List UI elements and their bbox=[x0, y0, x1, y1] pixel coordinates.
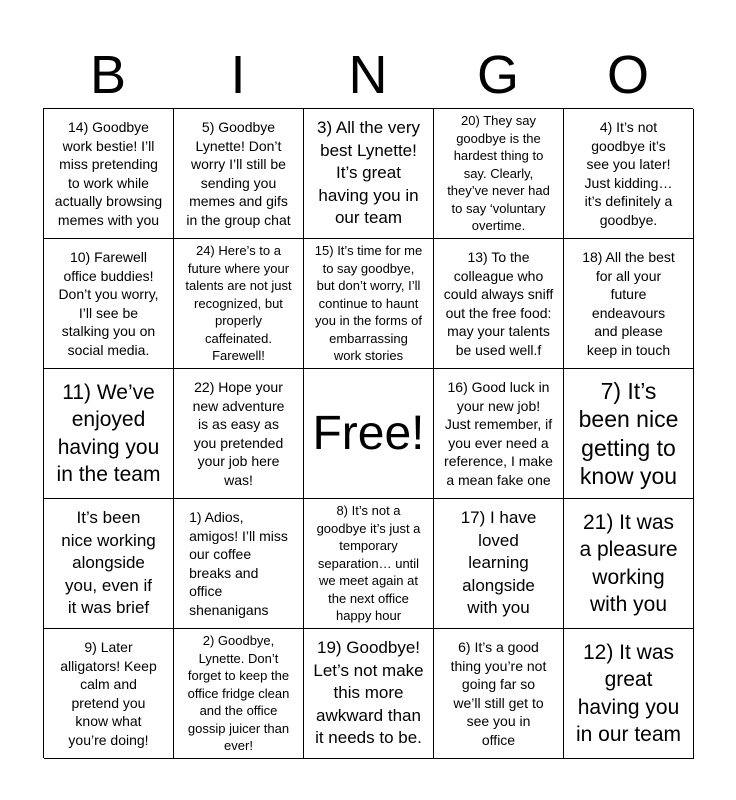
header-letter-i: I bbox=[230, 45, 246, 105]
bingo-cell-r2c5[interactable] bbox=[564, 239, 694, 369]
cell-text: 21) It was a pleasure working with you bbox=[579, 510, 678, 616]
bingo-cell-r1c5[interactable] bbox=[564, 109, 694, 239]
cell-text: 16) Good luck in your new job! Just remember, if you ever need a reference, I make a mean fake one bbox=[444, 379, 553, 488]
header-letter-b: B bbox=[89, 45, 127, 105]
cell-text: 12) It was great having you in our team bbox=[575, 640, 682, 746]
cell-text: 6) It’s a good thing you’re not going far so we’ll still get to see you in office bbox=[450, 639, 547, 748]
cell-text: 10) Farewell office buddies! Don’t you worry, I’ll see be stalking you on social media. bbox=[58, 249, 159, 358]
cell-text: 18) All the best for all your future endeavours and please keep in touch bbox=[582, 249, 675, 358]
cell-text: 13) To the colleague who could always sniff out the free food: may your talents be used well.f bbox=[443, 249, 554, 358]
bingo-grid bbox=[43, 108, 693, 758]
bingo-cell-r5c1[interactable] bbox=[44, 629, 174, 759]
cell-text: 11) We’ve enjoyed having you in the team bbox=[56, 380, 161, 486]
cell-text: It’s been nice working alongside you, even if it was brief bbox=[61, 508, 156, 618]
cell-text: 1) Adios, amigos! I’ll miss our coffee breaks and office shenanigans bbox=[189, 509, 288, 618]
bingo-header bbox=[43, 42, 693, 108]
cell-text: 9) Later alligators! Keep calm and pretend you know what you’re doing! bbox=[60, 639, 157, 748]
bingo-cell-r5c2[interactable] bbox=[174, 629, 304, 759]
cell-text: 8) It’s not a goodbye it’s just a temporary separation… until we meet again at the next office happy hour bbox=[316, 503, 421, 624]
bingo-cell-r5c3[interactable] bbox=[304, 629, 434, 759]
bingo-cell-r4c1[interactable] bbox=[44, 499, 174, 629]
bingo-cell-r1c3[interactable] bbox=[304, 109, 434, 239]
bingo-cell-r4c5[interactable] bbox=[564, 499, 694, 629]
bingo-cell-r2c1[interactable] bbox=[44, 239, 174, 369]
cell-text: 4) It’s not goodbye it’s see you later! Just kidding… it’s definitely a goodbye. bbox=[584, 119, 673, 228]
cell-text: 15) It’s time for me to say goodbye, but don’t worry, I’ll continue to haunt you in the forms of embarrassing work stories bbox=[314, 243, 423, 364]
bingo-cell-r2c2[interactable] bbox=[174, 239, 304, 369]
free-space-label: Free! bbox=[312, 406, 425, 460]
bingo-cell-r1c1[interactable] bbox=[44, 109, 174, 239]
bingo-cell-r3c4[interactable] bbox=[434, 369, 564, 499]
bingo-cell-r3c2[interactable] bbox=[174, 369, 304, 499]
cell-text: 19) Goodbye! Let’s not make this more awkward than it needs to be. bbox=[313, 638, 424, 748]
cell-text: 7) It’s been nice getting to know you bbox=[578, 377, 679, 489]
cell-text: 2) Goodbye, Lynette. Don’t forget to keep the office fridge clean and the office gossip juicer than ever! bbox=[187, 633, 290, 754]
bingo-cell-r1c4[interactable] bbox=[434, 109, 564, 239]
cell-text: 3) All the very best Lynette! It’s great having you in our team bbox=[317, 118, 420, 228]
cell-text: 24) Here’s to a future where your talents are not just recognized, but properly caffeinated. Farewell! bbox=[185, 243, 292, 364]
cell-text: 22) Hope your new adventure is as easy as you pretended your job here was! bbox=[192, 379, 285, 488]
cell-text: 5) Goodbye Lynette! Don’t worry I’ll still be sending you memes and gifs in the group chat bbox=[186, 119, 291, 228]
cell-text: 14) Goodbye work bestie! I’ll miss pretending to work while actually browsing memes with you bbox=[54, 119, 163, 228]
header-letter-g: G bbox=[476, 45, 519, 105]
cell-text: 20) They say goodbye is the hardest thing to say. Clearly, they’ve never had to say ‘voluntary overtime. bbox=[447, 113, 550, 234]
bingo-cell-r2c4[interactable] bbox=[434, 239, 564, 369]
bingo-cell-r1c2[interactable] bbox=[174, 109, 304, 239]
header-letter-o: O bbox=[606, 45, 649, 105]
bingo-cell-r5c5[interactable] bbox=[564, 629, 694, 759]
bingo-cell-r2c3[interactable] bbox=[304, 239, 434, 369]
cell-text: 17) I have loved learning alongside with you bbox=[460, 508, 537, 618]
header-letter-n: N bbox=[348, 45, 388, 105]
bingo-cell-r3c5[interactable] bbox=[564, 369, 694, 499]
bingo-cell-free[interactable] bbox=[304, 369, 434, 499]
bingo-cell-r4c3[interactable] bbox=[304, 499, 434, 629]
bingo-cell-r5c4[interactable] bbox=[434, 629, 564, 759]
bingo-cell-r3c1[interactable] bbox=[44, 369, 174, 499]
bingo-cell-r4c4[interactable] bbox=[434, 499, 564, 629]
bingo-cell-r4c2[interactable] bbox=[174, 499, 304, 629]
